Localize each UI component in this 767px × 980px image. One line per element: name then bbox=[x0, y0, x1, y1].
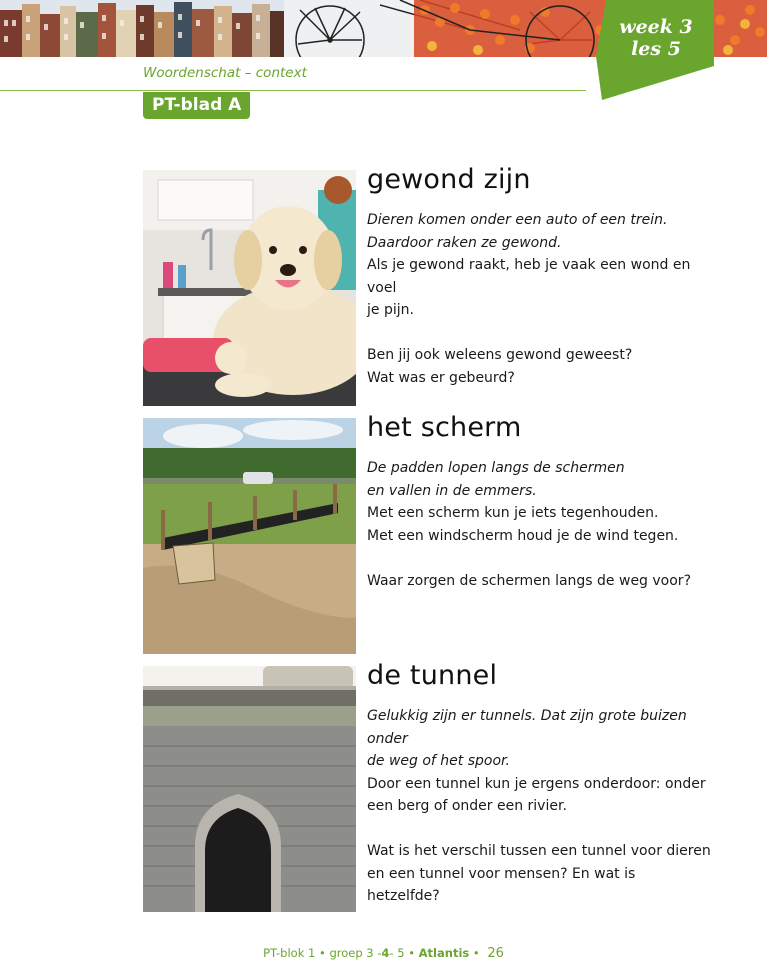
entry-line: Met een scherm kun je iets tegenhouden. bbox=[367, 505, 659, 521]
entry-line-gap bbox=[367, 818, 712, 841]
entry-line-gap bbox=[367, 322, 712, 345]
entry-title: gewond zijn bbox=[367, 164, 531, 195]
week-label: week 3 bbox=[619, 16, 693, 38]
entry-line: Gelukkig zijn er tunnels. Dat zijn grote buizen onder bbox=[367, 708, 687, 747]
entry-title: de tunnel bbox=[367, 660, 498, 691]
entry-line: Als je gewond raakt, heb je vaak een wond en voel bbox=[367, 257, 691, 296]
entry-line: en vallen in de emmers. bbox=[367, 482, 537, 499]
section-label: Woordenschat – context bbox=[143, 65, 307, 81]
footer-block: PT-blok 1 bbox=[263, 946, 316, 960]
lesson-label: les 5 bbox=[631, 38, 681, 60]
animal-tunnel-under-road-photo bbox=[143, 666, 356, 912]
entry-line: Wat was er gebeurd? bbox=[367, 369, 515, 386]
toad-fence-along-road-photo bbox=[143, 418, 356, 654]
footer-separator: • bbox=[408, 946, 415, 960]
page-number: 26 bbox=[487, 946, 504, 961]
entry-line: Daardoor raken ze gewond. bbox=[367, 234, 562, 251]
footer-brand: Atlantis bbox=[418, 946, 470, 960]
footer-groep-prefix: groep 3 - bbox=[329, 946, 382, 960]
entry-line: Waar zorgen de schermen langs de weg voor? bbox=[367, 572, 691, 589]
entry-line: Met een windscherm houd je de wind tegen. bbox=[367, 527, 679, 544]
entry-line: Dieren komen onder een auto of een trein. bbox=[367, 212, 668, 228]
entry-line: Door een tunnel kun je ergens onderdoor: onder bbox=[367, 775, 706, 792]
entry-line: en een tunnel voor mensen? En wat is hetzelfde? bbox=[367, 865, 636, 904]
entry-text-gewond-zijn bbox=[367, 209, 712, 389]
entry-line: je pijn. bbox=[367, 302, 414, 318]
entry-title: het scherm bbox=[367, 412, 522, 443]
entry-line-gap bbox=[367, 547, 712, 570]
footer-groep-current: 4 bbox=[381, 946, 390, 960]
entry-text-de-tunnel bbox=[367, 705, 712, 908]
section-divider bbox=[0, 90, 586, 91]
pt-badge: PT-blad A bbox=[143, 92, 250, 119]
footer-groep-suffix: - 5 bbox=[389, 946, 405, 960]
page-footer bbox=[0, 946, 767, 961]
entry-line: de weg of het spoor. bbox=[367, 753, 510, 769]
entry-text-het-scherm bbox=[367, 457, 712, 592]
footer-separator: • bbox=[318, 946, 326, 960]
entry-line: een berg of onder een rivier. bbox=[367, 798, 567, 814]
footer-separator: • bbox=[472, 946, 480, 960]
entry-line: De padden lopen langs de schermen bbox=[367, 460, 625, 476]
entry-line: Wat is het verschil tussen een tunnel voor dieren bbox=[367, 843, 711, 859]
dog-with-bandaged-paw-photo bbox=[143, 170, 356, 406]
week-lesson-tab bbox=[596, 0, 716, 100]
entry-line: Ben jij ook weleens gewond geweest? bbox=[367, 347, 633, 363]
